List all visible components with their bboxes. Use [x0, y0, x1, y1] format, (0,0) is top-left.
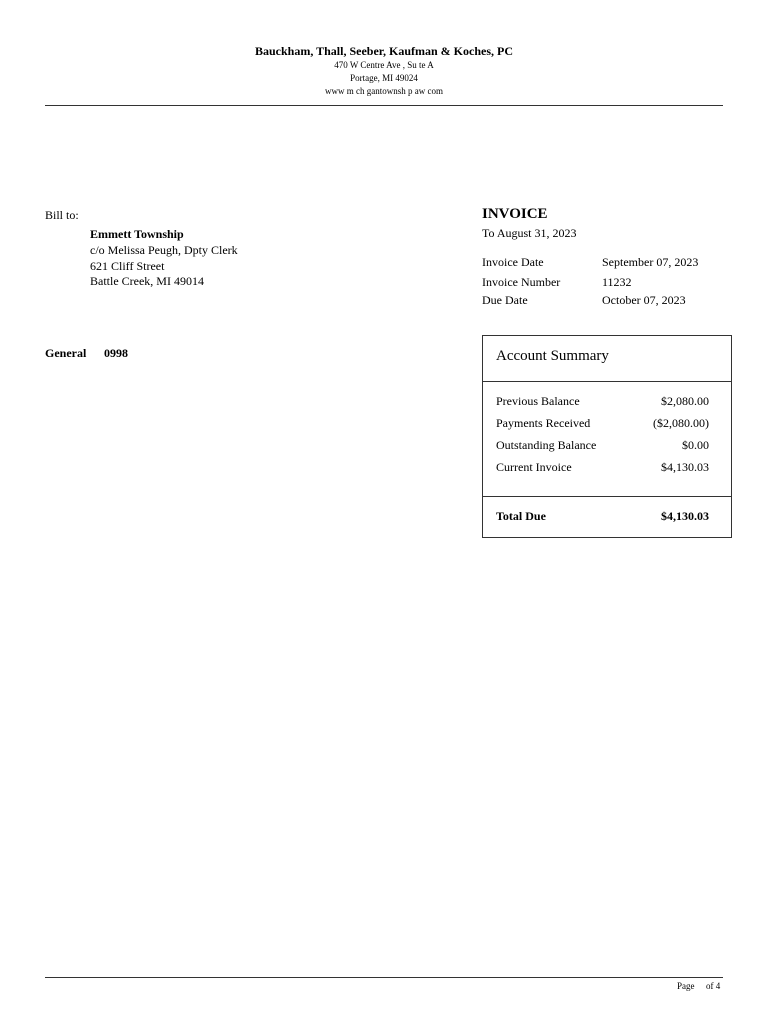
client-city-state-zip: Battle Creek, MI 49014 — [90, 274, 204, 288]
summary-row-value: $0.00 — [682, 438, 709, 452]
firm-website: www m ch gantownsh p aw com — [325, 86, 443, 96]
total-due-value: $4,130.03 — [661, 509, 709, 523]
due-date-label: Due Date — [482, 293, 528, 307]
invoice-date-label: Invoice Date — [482, 255, 544, 269]
footer-divider — [45, 977, 723, 978]
account-summary-box — [482, 335, 732, 538]
summary-row-value: ($2,080.00) — [653, 416, 709, 430]
due-date-value: October 07, 2023 — [602, 293, 686, 307]
account-summary-title: Account Summary — [496, 348, 609, 364]
summary-total-divider — [483, 496, 731, 497]
summary-row-label: Payments Received — [496, 416, 591, 430]
client-name: Emmett Township — [90, 227, 184, 241]
invoice-number-value: 11232 — [602, 275, 632, 289]
bill-to-label: Bill to: — [45, 208, 79, 222]
client-street: 621 Cliff Street — [90, 259, 165, 273]
invoice-number-label: Invoice Number — [482, 275, 561, 289]
page-label: Page — [677, 981, 695, 991]
summary-row-label: Outstanding Balance — [496, 438, 597, 452]
invoice-date-value: September 07, 2023 — [602, 255, 699, 269]
summary-row-label: Current Invoice — [496, 460, 572, 474]
summary-row-label: Previous Balance — [496, 394, 580, 408]
summary-title-divider — [483, 381, 731, 382]
client-attention: c/o Melissa Peugh, Dpty Clerk — [90, 243, 238, 257]
firm-name: Bauckham, Thall, Seeber, Kaufman & Koches, PC — [254, 44, 514, 58]
invoice-title: INVOICE — [482, 206, 548, 222]
invoice-period: To August 31, 2023 — [482, 226, 577, 240]
summary-row-value: $2,080.00 — [661, 394, 709, 408]
matter-number: 0998 — [104, 346, 128, 360]
header-divider — [45, 105, 723, 106]
total-due-label: Total Due — [496, 509, 546, 523]
matter-name: General — [45, 346, 87, 360]
firm-address-line2: Portage, MI 49024 — [350, 73, 418, 83]
firm-address-line1: 470 W Centre Ave , Su te A — [334, 60, 434, 70]
page-of-total: of 4 — [706, 981, 721, 991]
summary-row-value: $4,130.03 — [661, 460, 709, 474]
